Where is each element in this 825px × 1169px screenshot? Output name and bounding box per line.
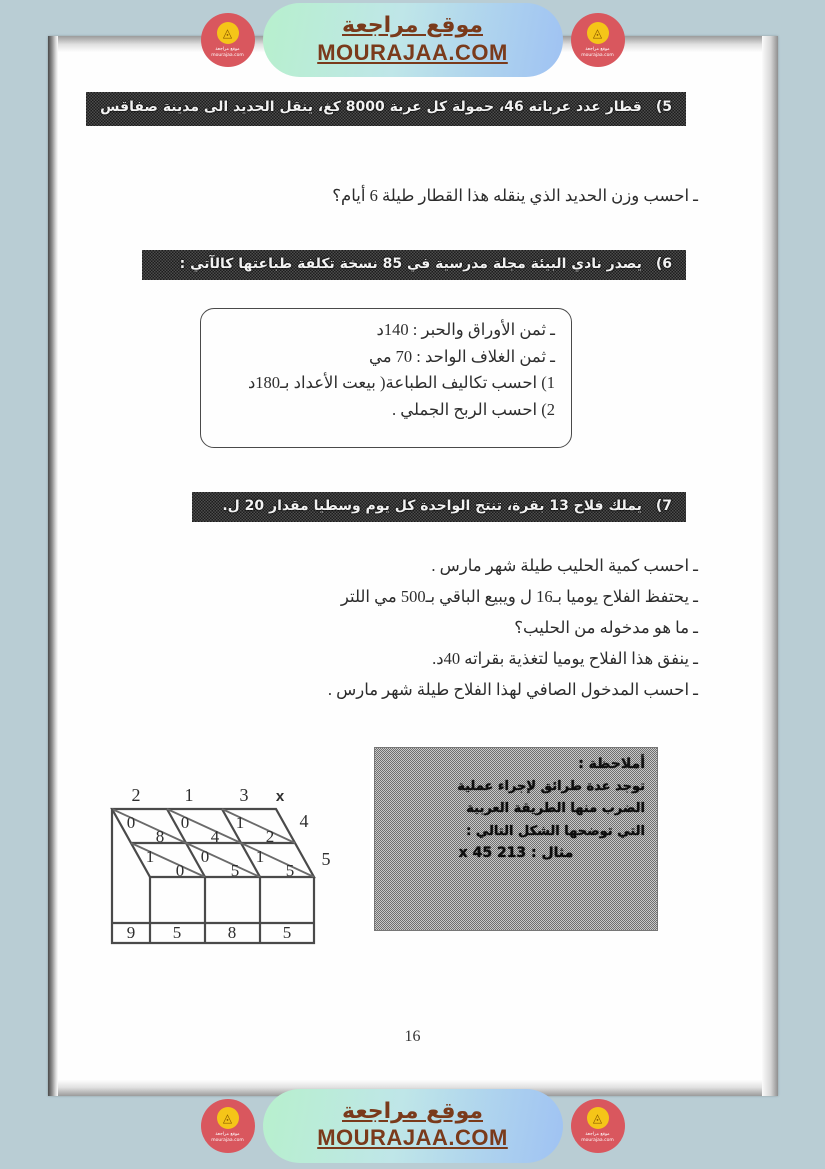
exercise-7-statement: يملك فلاح 13 بقرة، تنتج الواحدة كل يوم وسطيا مقدار 20 ل.	[222, 498, 642, 514]
exercise-5-number: 5)	[655, 99, 672, 115]
lattice-cell-0-2-lower: 2	[265, 827, 275, 846]
lattice-cell-1-1-lower: 5	[230, 861, 240, 880]
lattice-result-digit-0: 9	[126, 923, 136, 942]
lattice-side-digit-1: 5	[321, 849, 331, 869]
scan-left-gutter	[48, 36, 58, 1096]
lattice-multiplication-diagram	[104, 785, 344, 955]
exercise-5-statement: قطار عدد عرباته 46، حمولة كل عربة 8000 كغ، ينقل الحديد الى مدينة صفاقس	[100, 99, 642, 115]
price-box-line: ـ ثمن الأوراق والحبر : 140د	[376, 320, 555, 339]
logo-caption-ar: موقع مراجعة	[215, 1132, 240, 1138]
lattice-cell-0-1-lower: 4	[210, 827, 220, 846]
exercise-5-header	[86, 92, 686, 126]
scan-bottom-edge	[48, 1080, 778, 1096]
lattice-cell-1-0-lower: 0	[175, 861, 185, 880]
worksheet-content	[70, 60, 760, 1060]
lattice-cell-0-2-upper: 1	[235, 813, 245, 832]
exercise-7-question-3: ـ ما هو مدخوله من الحليب؟	[514, 618, 698, 637]
lattice-cell-0-0-upper: 0	[126, 813, 136, 832]
note-line: الضرب منها الطريقة العربية	[466, 801, 645, 817]
logo-coin-icon: ◬	[587, 1107, 609, 1129]
price-box-line: 1) احسب تكاليف الطباعة( بيعت الأعداد بـ180د	[247, 373, 555, 393]
banner-site-url: MOURAJAA.COM	[317, 39, 508, 65]
exercise-6-price-box	[200, 308, 572, 448]
logo-caption-en: mourajaa.com	[581, 52, 614, 58]
logo-caption-ar: موقع مراجعة	[585, 1132, 610, 1138]
logo-caption-ar: موقع مراجعة	[585, 46, 610, 52]
lattice-cell-1-2-upper: 1	[255, 847, 265, 866]
exercise-7-header	[192, 492, 686, 522]
lattice-top-digit-1: 1	[184, 785, 194, 805]
logo-caption-en: mourajaa.com	[211, 1138, 244, 1143]
note-example: مثال : 213 x 45	[458, 845, 574, 862]
price-box-line: ـ ثمن الغلاف الواحد : 70 مي	[368, 346, 555, 366]
exercise-7-question-1: ـ احسب كمية الحليب طيلة شهر مارس .	[431, 556, 698, 575]
lattice-cell-1-2-lower: 5	[285, 861, 295, 880]
note-line: التي توضحها الشكل التالي :	[466, 823, 645, 839]
note-title: أملاحظة :	[578, 756, 645, 772]
exercise-7-question-4: ـ ينفق هذا الفلاح يوميا لتغذية بقراته 40د.	[432, 649, 698, 668]
banner-arabic-title: موقع مراجعة	[342, 13, 483, 39]
lattice-cell-0-0-lower: 8	[155, 827, 165, 846]
lattice-result-digit-2: 8	[227, 923, 237, 942]
logo-coin-icon: ◬	[217, 22, 239, 44]
logo-caption-en: mourajaa.com	[211, 52, 244, 58]
price-box-line: 2) احسب الربح الجملي .	[391, 400, 555, 420]
exercise-7-number: 7)	[655, 498, 672, 514]
lattice-svg	[104, 785, 344, 955]
page-number: 16	[404, 1028, 421, 1045]
exercise-5-question-1: ـ احسب وزن الحديد الذي ينقله هذا القطار طيلة 6 أيام؟	[332, 186, 698, 205]
lattice-top-digit-0: 2	[131, 785, 141, 805]
lattice-result-digit-3: 5	[282, 923, 292, 942]
logo-caption-en: mourajaa.com	[581, 1138, 614, 1143]
method-note-box	[374, 747, 658, 931]
lattice-cell-1-1-upper: 0	[200, 847, 210, 866]
scan-top-edge	[48, 36, 778, 52]
lattice-cell-0-1-upper: 0	[180, 813, 190, 832]
lattice-side-digit-0: 4	[299, 811, 309, 831]
exercise-6-number: 6)	[655, 256, 672, 272]
logo-caption-ar: موقع مراجعة	[215, 46, 240, 52]
scan-right-gutter	[762, 36, 778, 1096]
exercise-7-question-2: ـ يحتفظ الفلاح يوميا بـ16 ل ويبيع الباقي بـ500 مي اللتر	[340, 587, 698, 606]
note-line: توجد عدة طرائق لإجراء عملية	[457, 779, 645, 794]
logo-coin-icon: ◬	[587, 22, 609, 44]
exercise-6-statement: يصدر نادي البيئة مجلة مدرسية في 85 نسخة تكلفة طباعتها كالآتي :	[179, 256, 642, 272]
logo-coin-icon: ◬	[217, 1107, 239, 1129]
exercise-7-question-5: ـ احسب المدخول الصافي لهذا الفلاح طيلة شهر مارس .	[327, 680, 698, 699]
banner-arabic-title: موقع مراجعة	[342, 1098, 483, 1124]
exercise-6-header	[142, 250, 686, 280]
banner-site-url: MOURAJAA.COM	[317, 1125, 508, 1151]
lattice-result-digit-1: 5	[172, 923, 182, 942]
lattice-top-digit-2: 3	[239, 785, 249, 805]
multiplication-x-icon: x	[275, 788, 285, 805]
lattice-cell-1-0-upper: 1	[145, 847, 155, 866]
